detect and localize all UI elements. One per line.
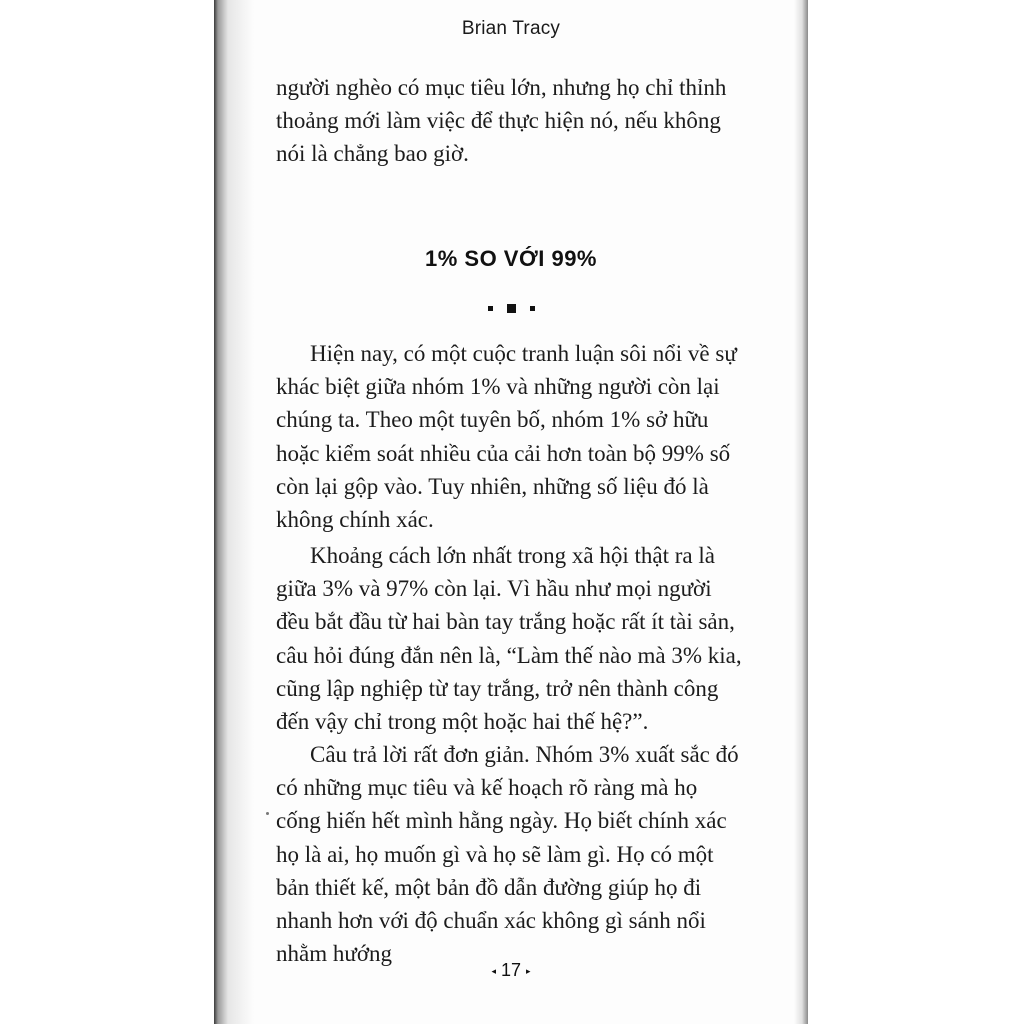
paragraph-text: Hiện nay, có một cuộc tranh luận sôi nổi về sự khác biệt giữa nhóm 1% và những người còn lại chúng ta. Theo một tuyên bố, nhóm 1% sở hữu hoặc kiểm soát nhiều của cải hơn toàn bộ 99% số còn lại gộp vào. Tuy nhiên, những số liệu đó là không chính xác. — [276, 341, 737, 533]
running-head: Brian Tracy — [461, 18, 561, 39]
paragraph-text: Câu trả lời rất đơn giản. Nhóm 3% xuất sắc đó có những mục tiêu và kế hoạch rõ ràng mà họ cống hiến hết mình hằng ngày. Họ biết chính xác họ là ai, họ muốn gì và họ sẽ làm gì. Họ có một bản thiết kế, một bản đồ dẫn đường giúp họ đi nhanh hơn với độ chuẩn xác không gì sánh nổi nhằm hướng — [276, 742, 739, 967]
paragraph-3 — [276, 738, 746, 970]
paragraph-text: người nghèo có mục tiêu lớn, nhưng họ chỉ thỉnh thoảng mới làm việc để thực hiện nó, nếu không nói là chẳng bao giờ. — [276, 75, 727, 167]
ornament-dot-left — [488, 306, 493, 311]
spine-shadow — [214, 0, 254, 1024]
ornament-dot-center — [507, 304, 516, 313]
section-ornament — [214, 302, 808, 314]
folio-left-arrow-icon: ◂ — [491, 965, 496, 976]
ornament-dot-right — [530, 306, 535, 311]
folio-right-arrow-icon: ▸ — [526, 965, 531, 976]
book-page — [214, 0, 808, 1024]
page-edge — [794, 0, 808, 1024]
paragraph-continued — [276, 71, 746, 171]
paragraph-text: Khoảng cách lớn nhất trong xã hội thật ra là giữa 3% và 97% còn lại. Vì hầu như mọi người đều bắt đầu từ hai bàn tay trắng hoặc rất ít tài sản, câu hỏi đúng đắn nên là, “Làm thế nào mà 3% kia, cũng lập nghiệp từ tay trắng, trở nên thành công đến vậy chỉ trong một hoặc hai thế hệ?”. — [276, 543, 742, 735]
paper-speck — [266, 812, 269, 815]
section-title: 1% SO VỚI 99% — [424, 246, 597, 271]
page-number — [214, 960, 808, 981]
paragraph-1 — [276, 337, 746, 536]
paragraph-2 — [276, 539, 746, 738]
page-number-text: 17 — [500, 960, 522, 980]
